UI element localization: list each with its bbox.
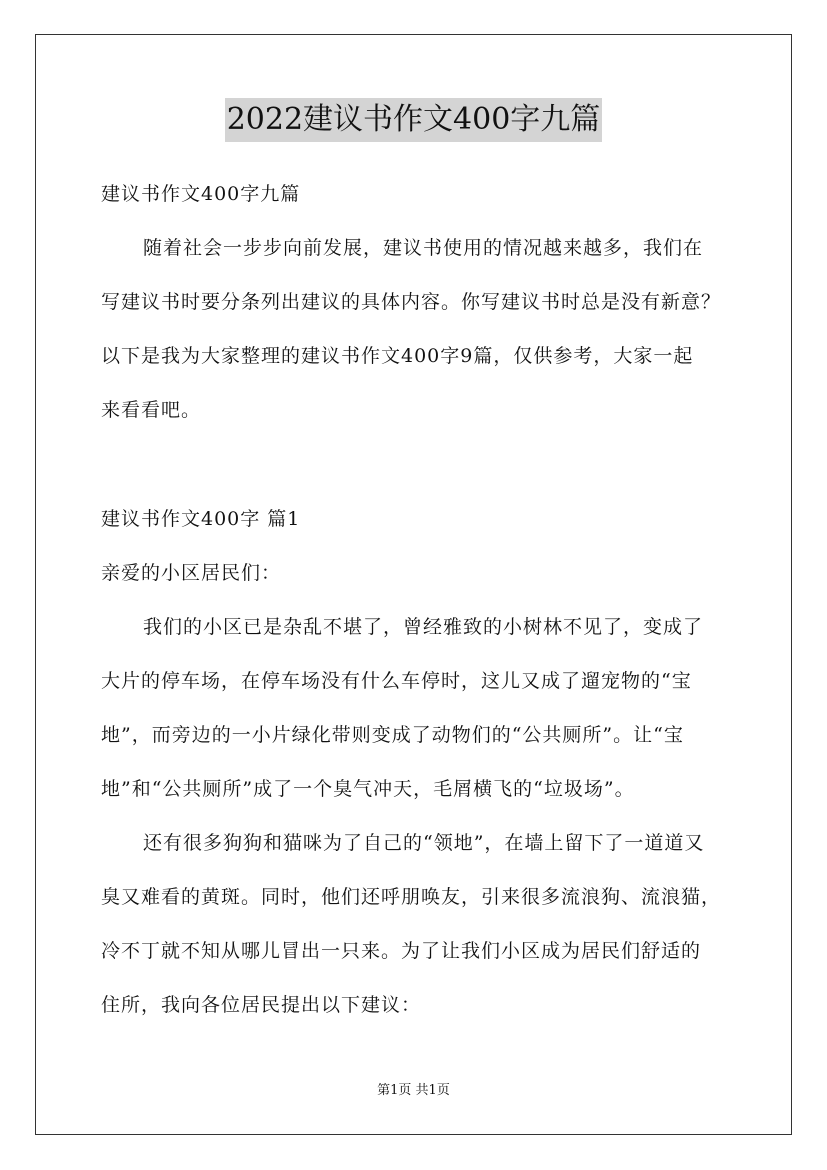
- section-heading: 建议书作文400字 篇1: [101, 508, 301, 530]
- page-footer: 第1页 共1页: [377, 1083, 450, 1098]
- intro-line-3: 以下是我为大家整理的建议书作文400字9篇，仅供参考，大家一起: [101, 345, 694, 367]
- document-subtitle: 建议书作文400字九篇: [101, 183, 301, 205]
- paragraph2-line-3: 冷不丁就不知从哪儿冒出一只来。为了让我们小区成为居民们舒适的: [101, 940, 702, 962]
- paragraph2-line-2: 臭又难看的黄斑。同时，他们还呼朋唤友，引来很多流浪狗、流浪猫，: [101, 886, 722, 908]
- intro-line-1: 随着社会一步步向前发展，建议书使用的情况越来越多，我们在: [143, 237, 704, 259]
- paragraph1-line-1: 我们的小区已是杂乱不堪了，曾经雅致的小树林不见了，变成了: [143, 616, 704, 638]
- title-container: [0, 98, 827, 142]
- paragraph2-line-4: 住所，我向各位居民提出以下建议：: [101, 994, 422, 1016]
- salutation: 亲爱的小区居民们：: [101, 562, 282, 584]
- paragraph1-line-3: 地”，而旁边的一小片绿化带则变成了动物们的“公共厕所”。让“宝: [101, 724, 684, 746]
- paragraph1-line-2: 大片的停车场，在停车场没有什么车停时，这儿又成了遛宠物的“宝: [101, 670, 692, 692]
- intro-line-4: 来看看吧。: [101, 399, 202, 421]
- document-title: 2022建议书作文400字九篇: [225, 98, 603, 142]
- paragraph2-line-1: 还有很多狗狗和猫咪为了自己的“领地”，在墙上留下了一道道又: [143, 832, 705, 854]
- intro-line-2: 写建议书时要分条列出建议的具体内容。你写建议书时总是没有新意？: [101, 291, 722, 313]
- paragraph1-line-4: 地”和“公共厕所”成了一个臭气冲天，毛屑横飞的“垃圾场”。: [101, 778, 635, 800]
